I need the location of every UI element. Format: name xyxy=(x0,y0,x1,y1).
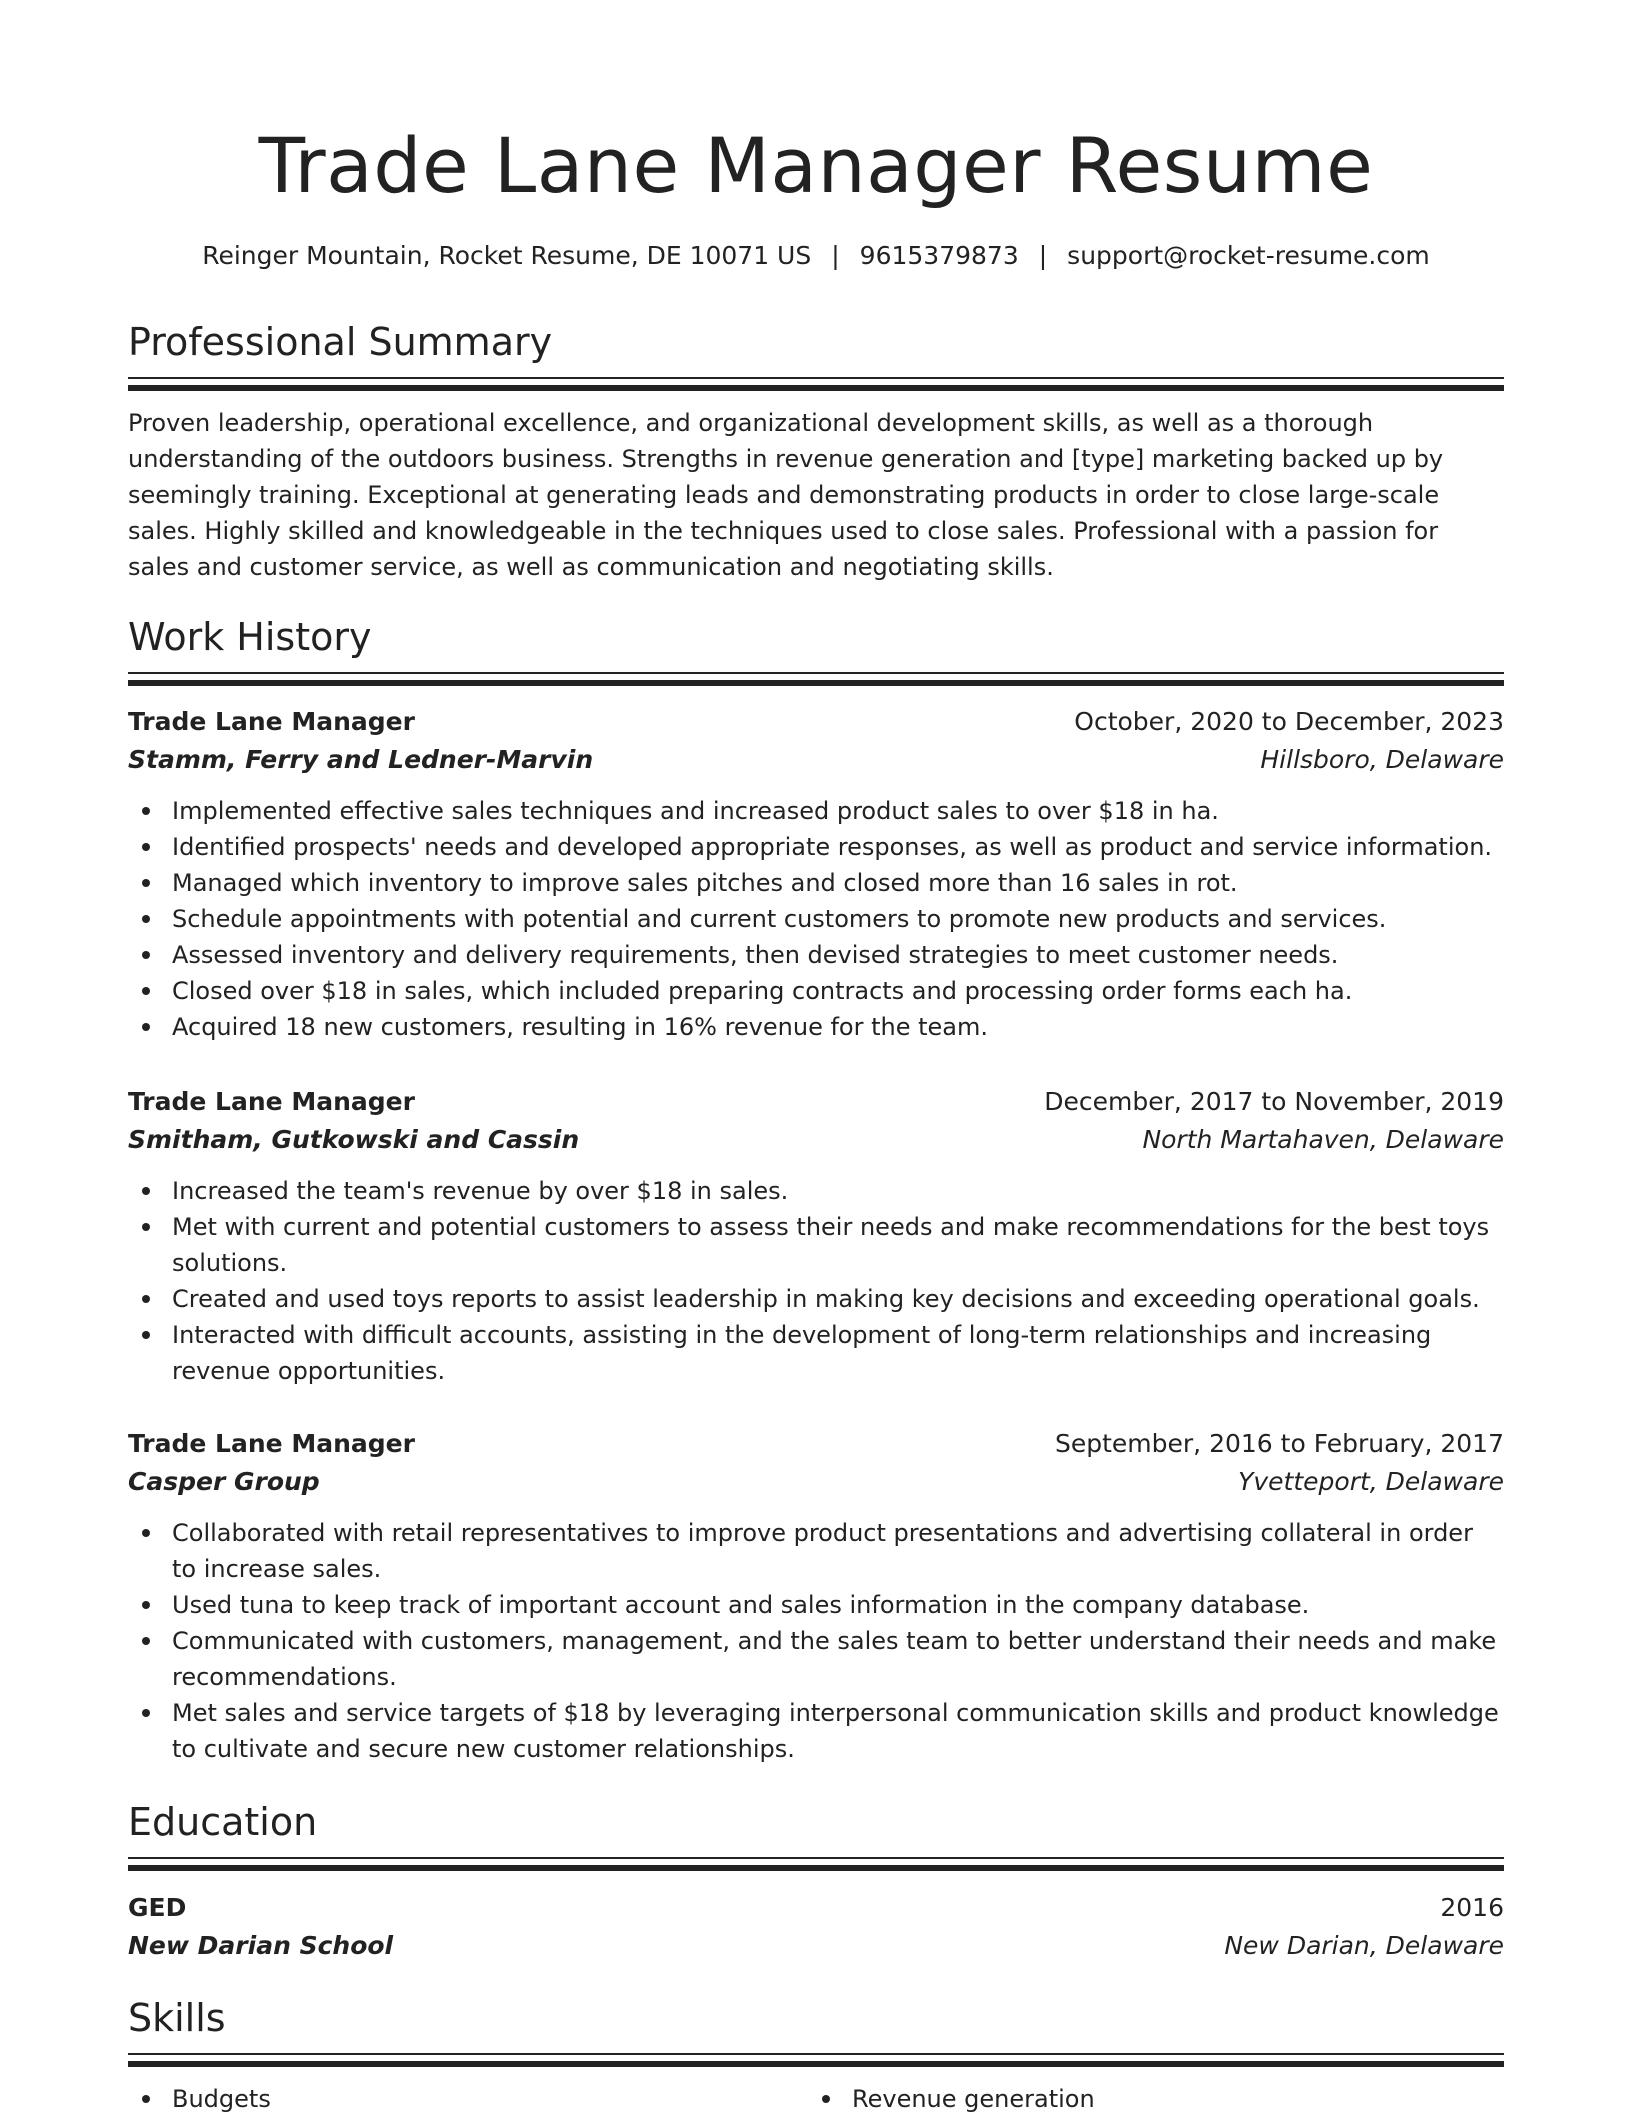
job-bullet: Created and used toys reports to assist leadership in making key decisions and exceeding operational goals. xyxy=(128,1281,1504,1317)
work-history-heading: Work History xyxy=(128,615,372,659)
contact-line xyxy=(128,238,1504,274)
section-divider xyxy=(128,2053,1504,2067)
summary-text: Proven leadership, operational excellence, and organizational development skills, as well as a thorough understanding of the outdoors business. Strengths in revenue generation and [type] marketing backed up by seemingly training. Exceptional at generating leads and demonstrating products in order to close large-scale sales. Highly skilled and knowledgeable in the techniques used to close sales. Professional with a passion for sales and customer service, as well as communication and negotiating skills. xyxy=(128,409,1444,581)
job-bullet: Identified prospects' needs and developed appropriate responses, as well as product and service information. xyxy=(128,829,1504,865)
education-school: New Darian School xyxy=(128,1931,394,1960)
job-location: North Martahaven, Delaware xyxy=(1142,1125,1504,1154)
job-bullet: Acquired 18 new customers, resulting in 16% revenue for the team. xyxy=(128,1009,1504,1045)
job-entry xyxy=(128,1083,1504,1389)
skills-section xyxy=(128,1993,1504,2067)
job-company-row xyxy=(128,1463,1504,1501)
job-bullet: Implemented effective sales techniques and increased product sales to over $18 in ha. xyxy=(128,793,1504,829)
job-company-row xyxy=(128,1121,1504,1159)
education-heading: Education xyxy=(128,1800,318,1844)
job-header-row xyxy=(128,1425,1504,1463)
education-degree-row xyxy=(128,1889,1504,1927)
job-bullet-list xyxy=(128,1515,1504,1767)
job-dates: December, 2017 to November, 2019 xyxy=(1044,1087,1504,1116)
job-bullet: Met with current and potential customers to assess their needs and make recommendations for the best toys solutions. xyxy=(128,1209,1504,1281)
job-location: Yvetteport, Delaware xyxy=(1238,1467,1504,1496)
job-entry xyxy=(128,1425,1504,1767)
skills-heading: Skills xyxy=(128,1996,226,2040)
education-school-row xyxy=(128,1927,1504,1965)
job-title: Trade Lane Manager xyxy=(128,1429,415,1458)
skill-item: Budgets xyxy=(128,2081,808,2117)
job-bullet: Communicated with customers, management, and the sales team to better understand their needs and make recommendations. xyxy=(128,1623,1504,1695)
education-year: 2016 xyxy=(1440,1893,1504,1922)
job-bullet-list xyxy=(128,793,1504,1045)
job-bullet: Increased the team's revenue by over $18 in sales. xyxy=(128,1173,1504,1209)
resume-title: Trade Lane Manager Resume xyxy=(258,121,1374,210)
job-header-row xyxy=(128,703,1504,741)
job-entry xyxy=(128,703,1504,1045)
job-title: Trade Lane Manager xyxy=(128,707,415,736)
section-divider xyxy=(128,377,1504,391)
job-bullet: Interacted with difficult accounts, assisting in the development of long-term relationships and increasing revenue opportunities. xyxy=(128,1317,1504,1389)
education-location: New Darian, Delaware xyxy=(1224,1931,1504,1960)
job-bullet: Closed over $18 in sales, which included preparing contracts and processing order forms each ha. xyxy=(128,973,1504,1009)
job-bullet: Met sales and service targets of $18 by leveraging interpersonal communication skills and product knowledge to cultivate and secure new customer relationships. xyxy=(128,1695,1504,1767)
section-divider xyxy=(128,1857,1504,1871)
job-bullet-list xyxy=(128,1173,1504,1389)
job-location: Hillsboro, Delaware xyxy=(1260,745,1504,774)
contact-separator: | xyxy=(1038,241,1048,270)
job-title: Trade Lane Manager xyxy=(128,1087,415,1116)
section-divider xyxy=(128,672,1504,686)
job-company-row xyxy=(128,741,1504,779)
education-entry xyxy=(128,1889,1504,1965)
job-company: Casper Group xyxy=(128,1467,320,1496)
resume-page xyxy=(128,0,1504,2112)
job-bullet: Collaborated with retail representatives to improve product presentations and advertising collateral in order to increase sales. xyxy=(128,1515,1504,1587)
summary-heading: Professional Summary xyxy=(128,320,553,364)
contact-email: support@rocket-resume.com xyxy=(1067,241,1430,270)
job-bullet: Used tuna to keep track of important account and sales information in the company database. xyxy=(128,1587,1504,1623)
job-bullet: Managed which inventory to improve sales pitches and closed more than 16 sales in rot. xyxy=(128,865,1504,901)
job-dates: October, 2020 to December, 2023 xyxy=(1074,707,1504,736)
summary-section xyxy=(128,317,1504,585)
job-dates: September, 2016 to February, 2017 xyxy=(1055,1429,1504,1458)
job-header-row xyxy=(128,1083,1504,1121)
skill-item: Revenue generation xyxy=(808,2081,1488,2117)
job-company: Smitham, Gutkowski and Cassin xyxy=(128,1125,580,1154)
education-degree: GED xyxy=(128,1893,187,1922)
job-bullet: Assessed inventory and delivery requirements, then devised strategies to meet customer needs. xyxy=(128,937,1504,973)
contact-address: Reinger Mountain, Rocket Resume, DE 10071 US xyxy=(202,241,812,270)
job-company: Stamm, Ferry and Ledner-Marvin xyxy=(128,745,594,774)
work-history-section xyxy=(128,612,1504,686)
contact-separator: | xyxy=(831,241,840,270)
education-section xyxy=(128,1797,1504,1871)
job-bullet: Schedule appointments with potential and current customers to promote new products and services. xyxy=(128,901,1504,937)
contact-phone: 9615379873 xyxy=(859,241,1019,270)
